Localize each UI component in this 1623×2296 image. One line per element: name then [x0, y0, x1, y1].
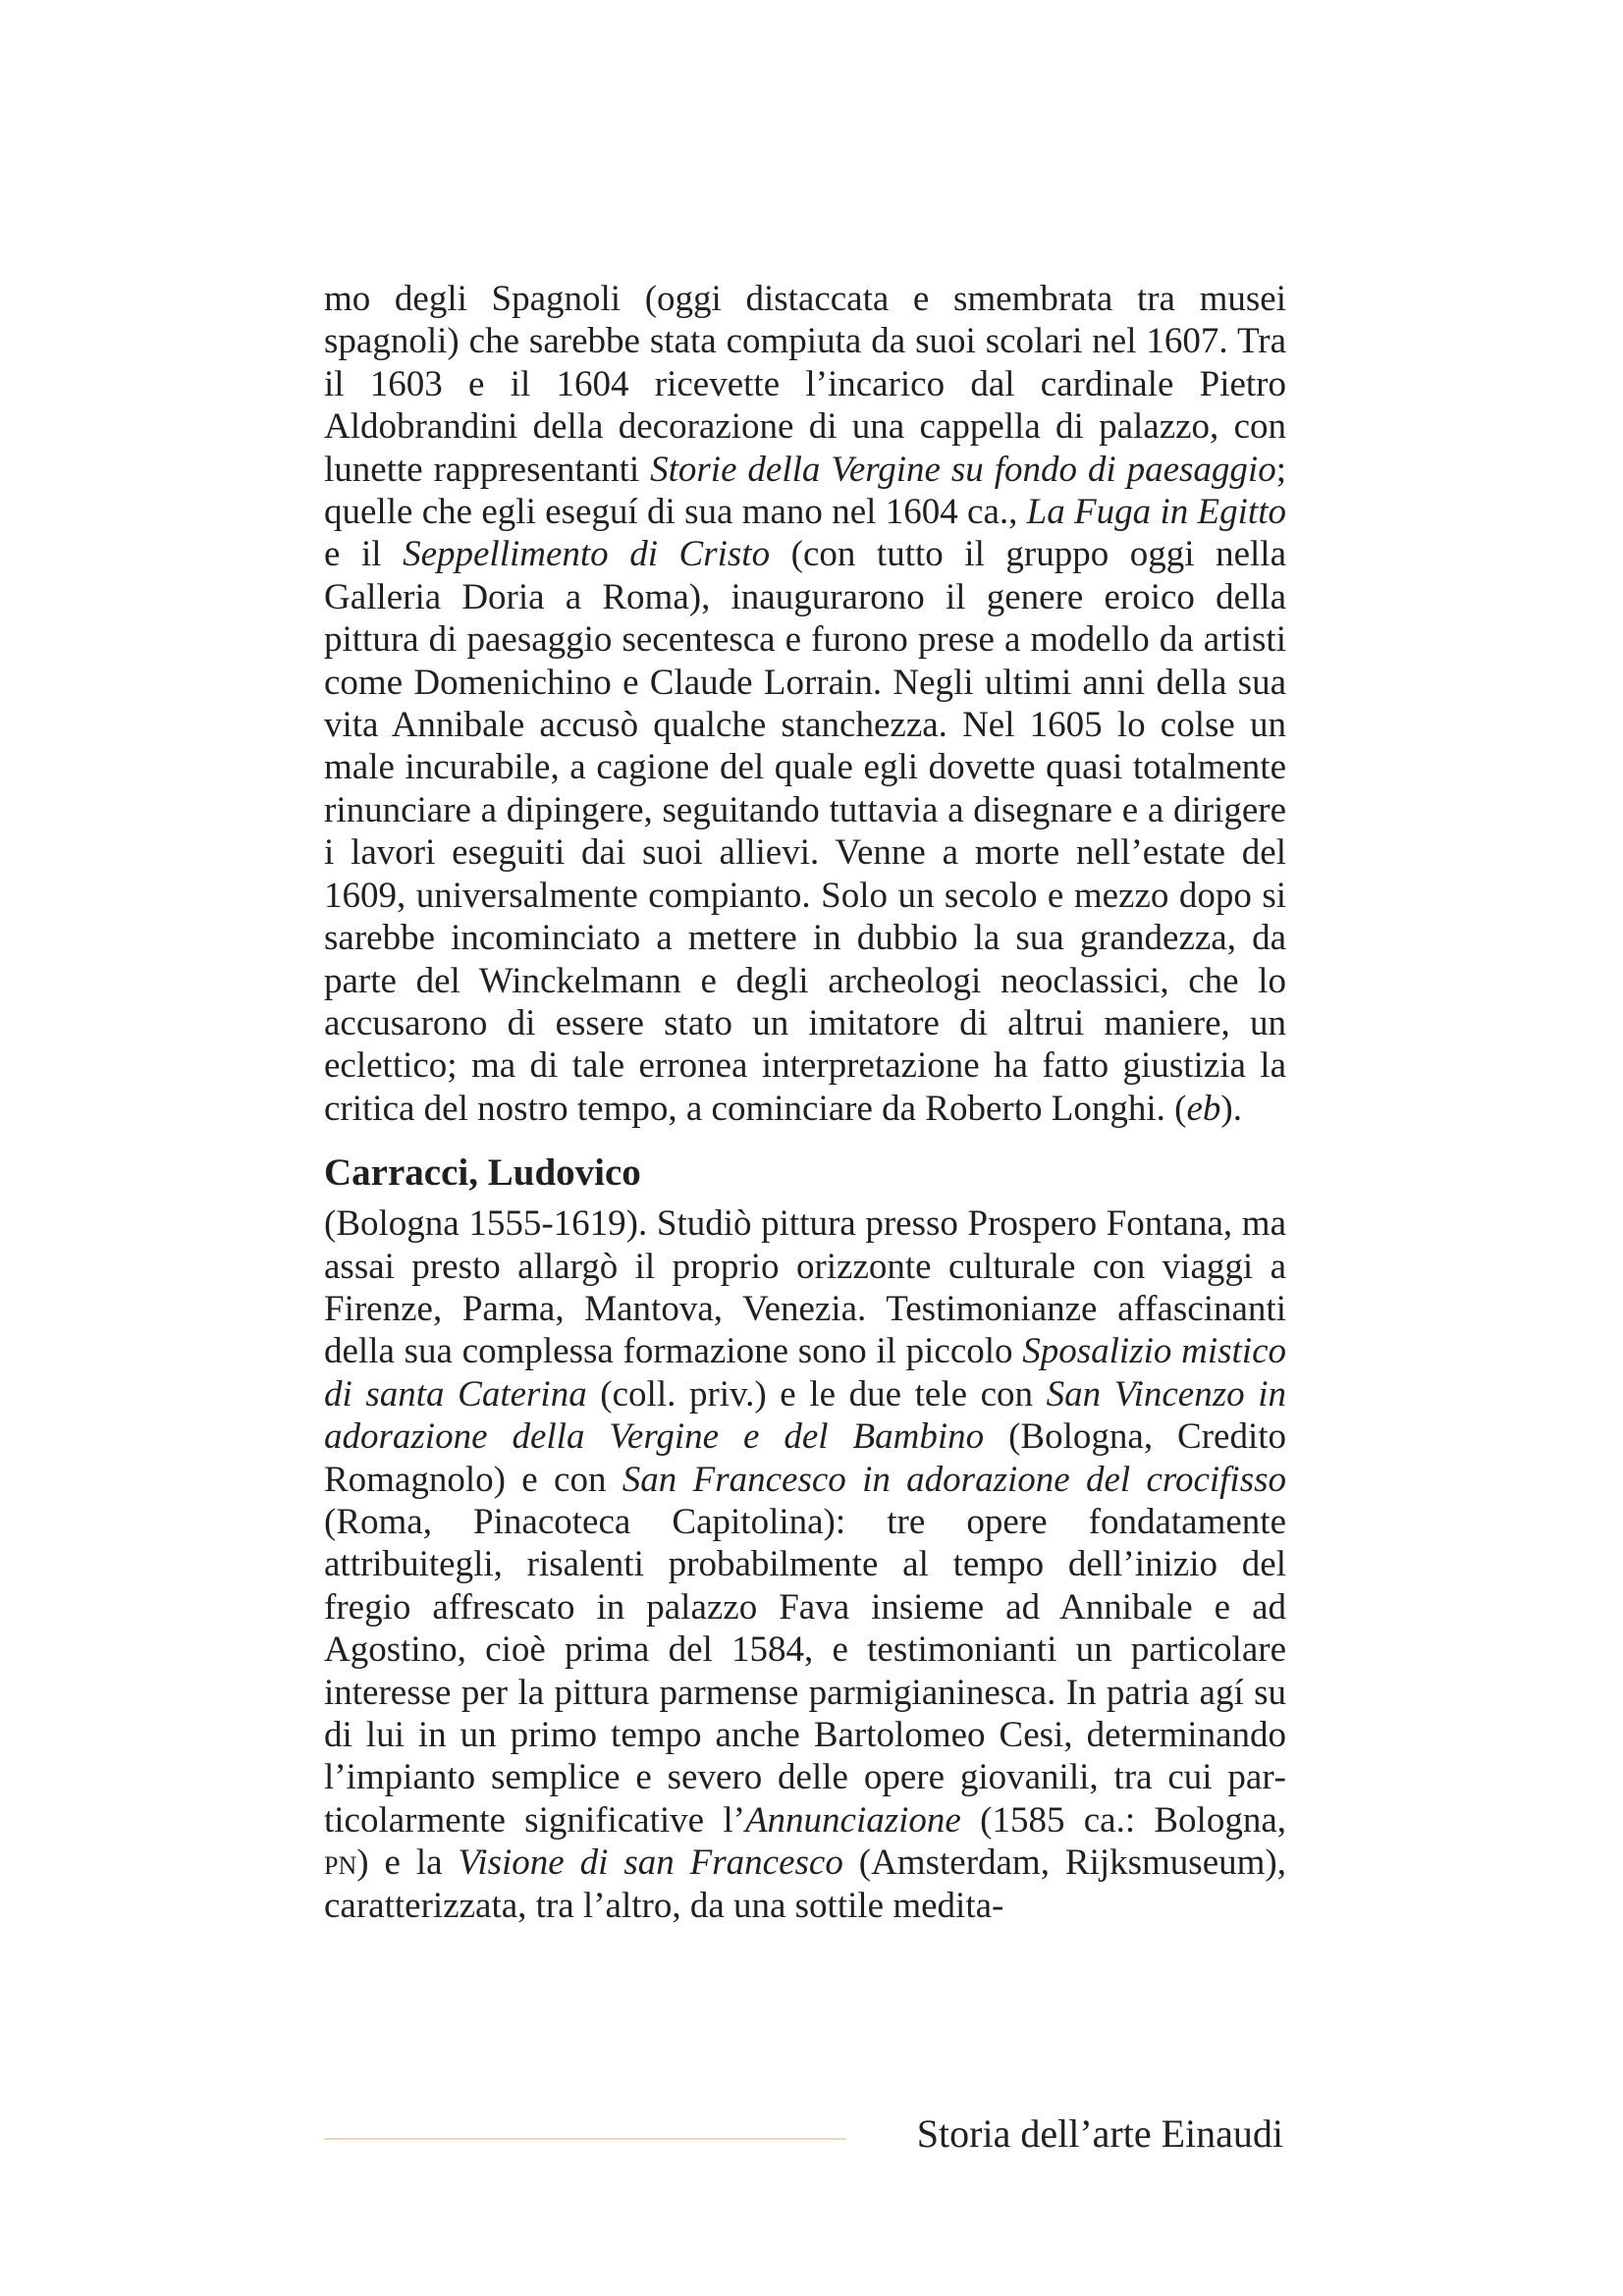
- italic-title: Sposalizio mistico di santa Caterina: [324, 1331, 1286, 1415]
- text-run: ).: [1220, 1088, 1242, 1129]
- text-run: (con tutto il gruppo oggi nella Galleria Doria a Roma), inaugurarono il genere eroico della pittura di paesaggio secentesca e furono prese a modello da artisti come Domenichino e Claude Lorrain. Negli ultimi anni della sua vita Annibale accusò qualche stanchezza. Nel 1605 lo colse un male incurabile, a cagione del quale egli dovette quasi totalmente rinunciare a dipingere, seguitando tuttavia a disegnare e a dirigere i lavori eseguiti dai suoi allievi. Venne a morte nell’estate del 1609, universalmente compianto. Solo un secolo e mezzo dopo si sarebbe incominciato a mettere in dubbio la sua grandezza, da parte del Winckelmann e degli archeologi neoclassici, che lo accusarono di essere stato un imitatore di altrui maniere, un eclettico; ma di tale erronea interpretazione ha fatto giustizia la critica del nostro tempo, a cominciare da Roberto Longhi. (: [324, 534, 1286, 1129]
- abbreviation: pn: [324, 1842, 357, 1884]
- text-run: ) e la: [356, 1842, 459, 1884]
- text-run: mo degli Spagnoli (oggi distaccata e smembrata tra musei spagnoli) che sarebbe stata compiuta da suoi scolari nel 1607. Tra il 1603 e il 1604 ricevette l’incarico dal cardinale Pietro Aldobrandini della decorazione di una cappella di palazzo, con lunette rappresentanti: [324, 279, 1286, 490]
- italic-title: Storie della Vergine su fondo di paesaggio: [650, 449, 1276, 490]
- entry-paragraph: [324, 1202, 1286, 1927]
- italic-title: San Francesco in adorazione del crocifisso: [622, 1459, 1287, 1500]
- text-run: (Amsterdam, Rijksmuseum), caratterizzata, tra l’altro, da una sottile medita-: [324, 1842, 1286, 1926]
- text-run: (1585 ca.: Bologna,: [960, 1799, 1287, 1841]
- footer-rule: [324, 2138, 846, 2140]
- entry-continued-paragraph: [324, 278, 1286, 1130]
- body-text: [324, 278, 1286, 1927]
- footer-title: Storia dell’arte Einaudi: [916, 2111, 1283, 2156]
- italic-title: San Vincenzo in adorazione della Vergine e del Bambino: [324, 1373, 1286, 1458]
- text-run: e il: [324, 534, 404, 575]
- text-run: (Bologna 1555-1619). Studiò pittura presso Prospero Fontana, ma assai presto allargò il proprio orizzonte culturale con viaggi a Firenze, Parma, Mantova, Venezia. Testimonianze affascinanti della sua complessa formazione sono il piccolo: [324, 1203, 1286, 1372]
- entry-heading: Carracci, Ludovico: [324, 1151, 641, 1195]
- text-run: ; quelle che egli eseguí di sua mano nel 1604 ca.,: [324, 449, 1286, 533]
- text-run: (coll. priv.) e le due tele con: [586, 1373, 1047, 1415]
- text-run: (Roma, Pinacoteca Capitolina): tre opere fondatamente attribuitegli, risalenti probabilmente al tempo dell’inizio del fregio affrescato in palazzo Fava insieme ad Annibale e ad Agostino, cioè prima del 1584, e testimonianti un particolare interesse per la pittura parmense parmigianinesca. In patria agí su di lui in un primo tempo anche Bartolomeo Cesi, determinando l’impianto semplice e severo delle opere giovanili, tra cui particolarmente significative l’: [324, 1501, 1286, 1841]
- italic-title: Seppellimento di Cristo: [403, 534, 771, 575]
- italic-title: Annunciazione: [744, 1799, 961, 1841]
- italic-title: eb: [1186, 1088, 1221, 1129]
- italic-title: La Fuga in Egitto: [1026, 492, 1286, 533]
- text-run: (Bologna, Credito Romagnolo) e con: [324, 1416, 1287, 1500]
- italic-title: Visione di san Francesco: [458, 1842, 843, 1884]
